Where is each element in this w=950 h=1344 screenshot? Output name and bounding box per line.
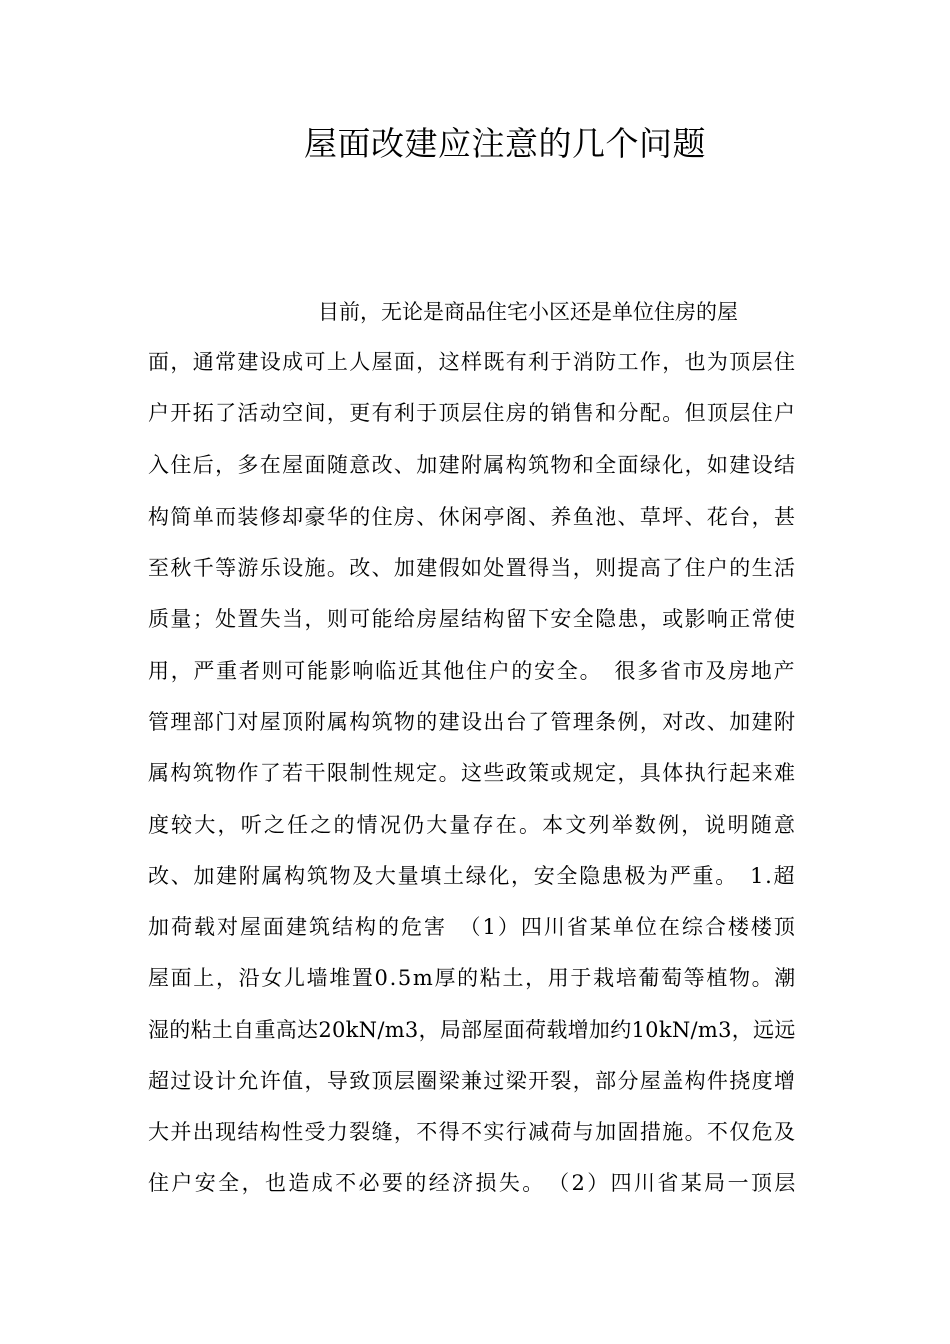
body-line: 质量；处置失当，则可能给房屋结构留下安全隐患，或影响正常使 — [148, 607, 797, 631]
body-line: 管理部门对屋顶附属构筑物的建设出台了管理条例，对改、加建附 — [148, 710, 797, 734]
body-line: 加荷载对屋面建筑结构的危害 （1）四川省某单位在综合楼楼顶 — [148, 915, 797, 939]
body-line: 户开拓了活动空间，更有利于顶层住房的销售和分配。但顶层住户 — [148, 401, 797, 425]
body-line: 入住后，多在屋面随意改、加建附属构筑物和全面绿化，如建设结 — [148, 453, 797, 477]
body-line: 属构筑物作了若干限制性规定。这些政策或规定，具体执行起来难 — [148, 761, 797, 785]
body-line: 用，严重者则可能影响临近其他住户的安全。 很多省市及房地产 — [148, 659, 797, 683]
body-line: 湿的粘土自重高达20kN/m3，局部屋面荷载增加约10kN/m3，远远 — [148, 1018, 796, 1042]
body-line: 目前，无论是商品住宅小区还是单位住房的屋 — [318, 300, 738, 324]
document-title: 屋面改建应注意的几个问题 — [304, 124, 706, 163]
body-line: 超过设计允许值，导致顶层圈梁兼过梁开裂，部分屋盖构件挠度增 — [148, 1069, 797, 1093]
body-line: 至秋千等游乐设施。改、加建假如处置得当，则提高了住户的生活 — [148, 556, 797, 580]
body-line: 构简单而装修却豪华的住房、休闲亭阁、养鱼池、草坪、花台，甚 — [148, 505, 797, 529]
body-line: 面，通常建设成可上人屋面，这样既有利于消防工作，也为顶层住 — [148, 350, 797, 374]
body-line: 住户安全，也造成不必要的经济损失。 （2）四川省某局一顶层 — [148, 1171, 798, 1195]
body-line: 屋面上，沿女儿墙堆置0.5m厚的粘土，用于栽培葡萄等植物。潮 — [148, 966, 797, 990]
body-line: 改、加建附属构筑物及大量填土绿化，安全隐患极为严重。 1.超 — [148, 864, 797, 888]
body-line: 大并出现结构性受力裂缝，不得不实行减荷与加固措施。不仅危及 — [148, 1120, 797, 1144]
body-line: 度较大，听之任之的情况仍大量存在。本文列举数例，说明随意 — [148, 813, 798, 837]
